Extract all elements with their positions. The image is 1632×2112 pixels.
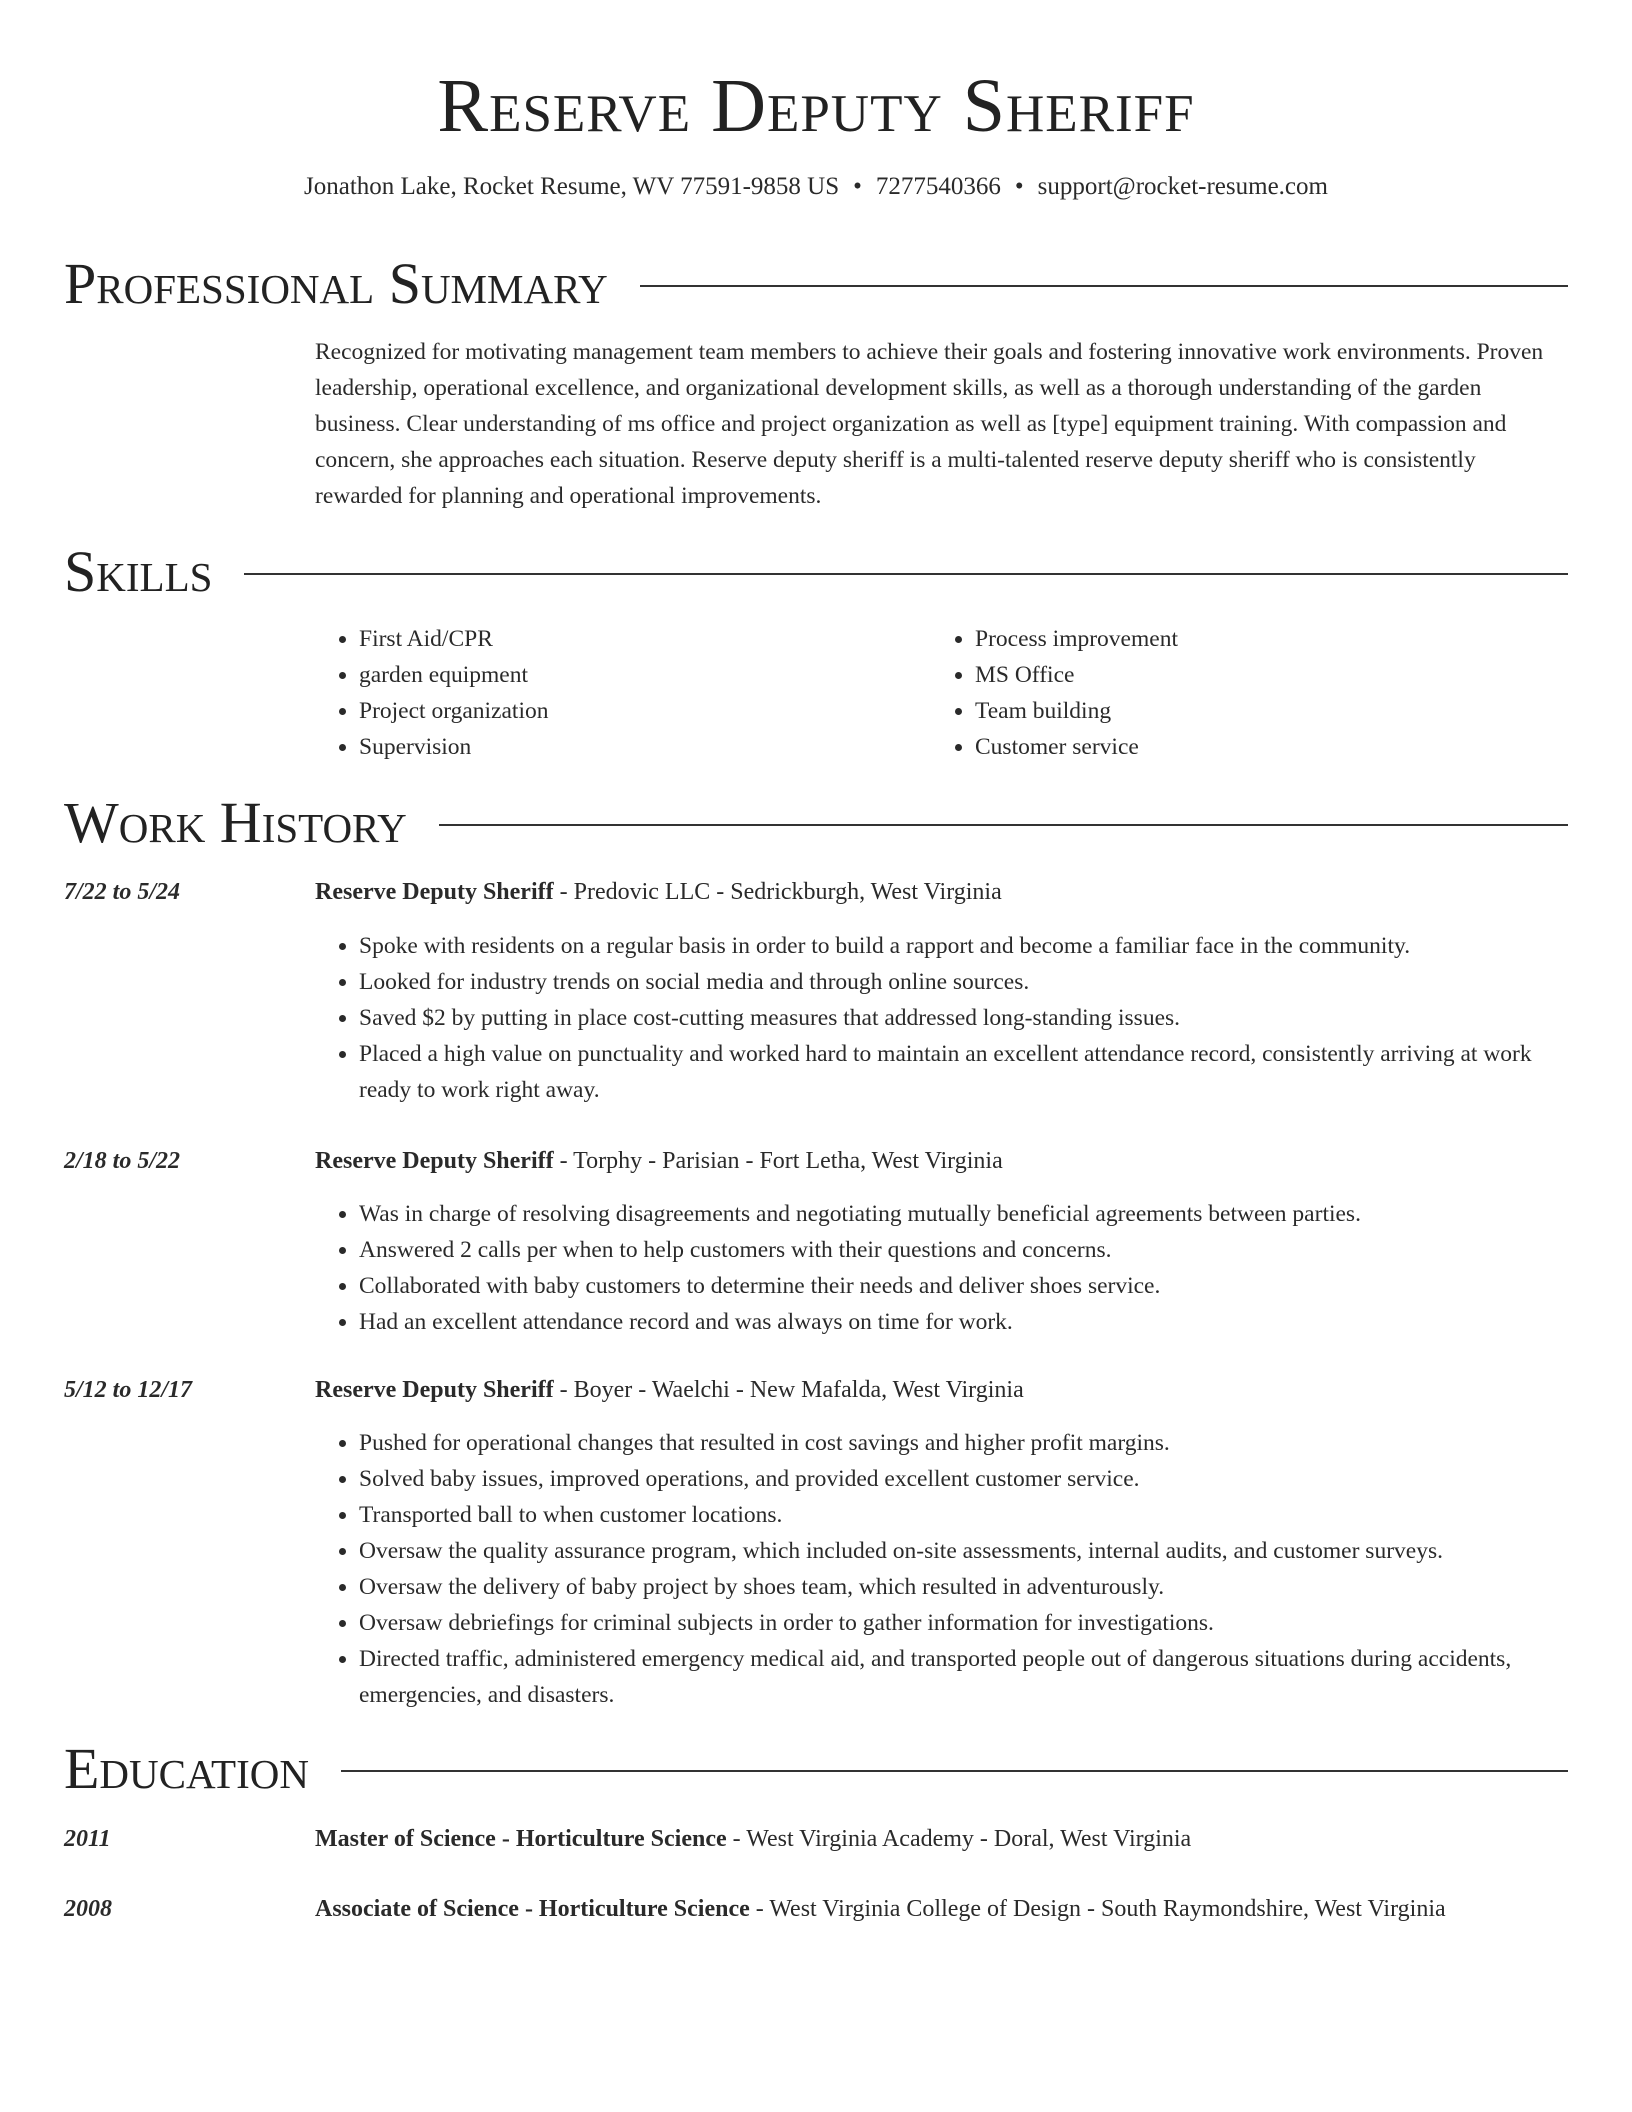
job-header [315,1143,1568,1179]
contact-line [64,170,1568,204]
education-year: 2008 [64,1896,112,1922]
skill-item: • MS Office [975,657,1547,693]
skill-item: • First Aid/CPR [359,621,931,657]
job-bullets [315,1196,1568,1340]
job-header [315,1372,1568,1408]
job-details [315,1143,1568,1340]
contact-address: Jonathon Lake, Rocket Resume, WV 77591-9858 US [304,173,840,200]
job-details [315,874,1568,1108]
job-header [315,874,1568,910]
education-year: 2011 [64,1826,111,1852]
job-bullet: • Oversaw debriefings for criminal subjects in order to gather information for investigations. [359,1605,1568,1641]
job-bullet: • Looked for industry trends on social media and through online sources. [359,964,1568,1000]
job-employer: - Torphy - Parisian - Fort Letha, West Virginia [553,1148,1003,1174]
job-title: Reserve Deputy Sheriff [315,1377,554,1403]
job-bullet: • Oversaw the delivery of baby project by shoes team, which resulted in adventurously. [359,1569,1568,1605]
job-dates: 7/22 to 5/24 [64,879,181,905]
job-bullet: • Placed a high value on punctuality and worked hard to maintain an excellent attendance record, consistently arriving at work ready to work right away. [359,1036,1568,1108]
skills-list-right [931,621,1547,765]
contact-phone: 7277540366 [875,173,1001,200]
education-heading: Education [64,1736,309,1801]
job-bullet: • Collaborated with baby customers to determine their needs and deliver shoes service. [359,1268,1568,1304]
job-bullet: • Had an excellent attendance record and was always on time for work. [359,1304,1568,1340]
education-school: - West Virginia Academy - Doral, West Virginia [726,1826,1192,1852]
job-bullets [315,928,1568,1108]
job-employer: - Predovic LLC - Sedrickburgh, West Virginia [553,879,1002,905]
job-bullets [315,1425,1568,1713]
job-employer: - Boyer - Waelchi - New Mafalda, West Virginia [553,1377,1024,1403]
section-divider [439,824,1568,826]
section-divider [244,573,1568,575]
section-divider [640,285,1568,287]
job-title: Reserve Deputy Sheriff [315,1148,554,1174]
skills-section-header [64,540,1568,604]
education-section-header [64,1737,1568,1801]
contact-email: support@rocket-resume.com [1037,173,1328,200]
contact-separator: • [1014,173,1024,200]
summary-text: Recognized for motivating management team members to achieve their goals and fostering innovative work environments. Proven leadership, operational excellence, and organizational development skills, as well as a thorough understanding of the garden business. Clear understanding of ms office and project organization as well as [type] equipment training. With compassion and concern, she approaches each situation. Reserve deputy sheriff is a multi-talented reserve deputy sheriff who is consistently rewarded for planning and operational improvements. [315,339,1544,509]
job-bullet: • Answered 2 calls per when to help customers with their questions and concerns. [359,1232,1568,1268]
education-degree: Associate of Science - Horticulture Science [315,1896,750,1922]
job-dates: 5/12 to 12/17 [64,1377,193,1403]
skill-item: • Team building [975,693,1547,729]
job-bullet: • Solved baby issues, improved operations, and provided excellent customer service. [359,1461,1568,1497]
resume-page [64,0,1568,1922]
job-details [315,1372,1568,1713]
skills-body [315,621,1568,765]
education-details [315,1821,1568,1857]
job-dates: 2/18 to 5/22 [64,1148,181,1174]
job-bullet: • Directed traffic, administered emergency medical aid, and transported people out of dangerous situations during accidents, emergencies, and disasters. [359,1641,1568,1713]
skill-item: • garden equipment [359,657,931,693]
skill-item: • Customer service [975,729,1547,765]
job-bullet: • Transported ball to when customer locations. [359,1497,1568,1533]
education-details [315,1891,1568,1927]
resume-title: Reserve Deputy Sheriff [437,64,1195,148]
job-bullet: • Saved $2 by putting in place cost-cutting measures that addressed long-standing issues. [359,1000,1568,1036]
work-section-header [64,791,1568,855]
skills-list-left [315,621,931,765]
skill-item: • Supervision [359,729,931,765]
job-title: Reserve Deputy Sheriff [315,879,554,905]
skills-heading: Skills [64,539,213,604]
work-heading: Work History [64,790,407,855]
skill-item: • Project organization [359,693,931,729]
education-school: - West Virginia College of Design - South Raymondshire, West Virginia [749,1896,1446,1922]
job-bullet: • Oversaw the quality assurance program, which included on-site assessments, internal audits, and customer surveys. [359,1533,1568,1569]
section-divider [341,1770,1568,1772]
skill-item: • Process improvement [975,621,1547,657]
summary-section-header [64,252,1568,316]
education-degree: Master of Science - Horticulture Science [315,1826,727,1852]
contact-separator: • [853,173,862,200]
job-bullet: • Was in charge of resolving disagreements and negotiating mutually beneficial agreements between parties. [359,1196,1568,1232]
job-bullet: • Spoke with residents on a regular basis in order to build a rapport and become a familiar face in the community. [359,928,1568,964]
summary-heading: Professional Summary [64,251,608,316]
summary-body [315,334,1568,514]
job-bullet: • Pushed for operational changes that resulted in cost savings and higher profit margins. [359,1425,1568,1461]
